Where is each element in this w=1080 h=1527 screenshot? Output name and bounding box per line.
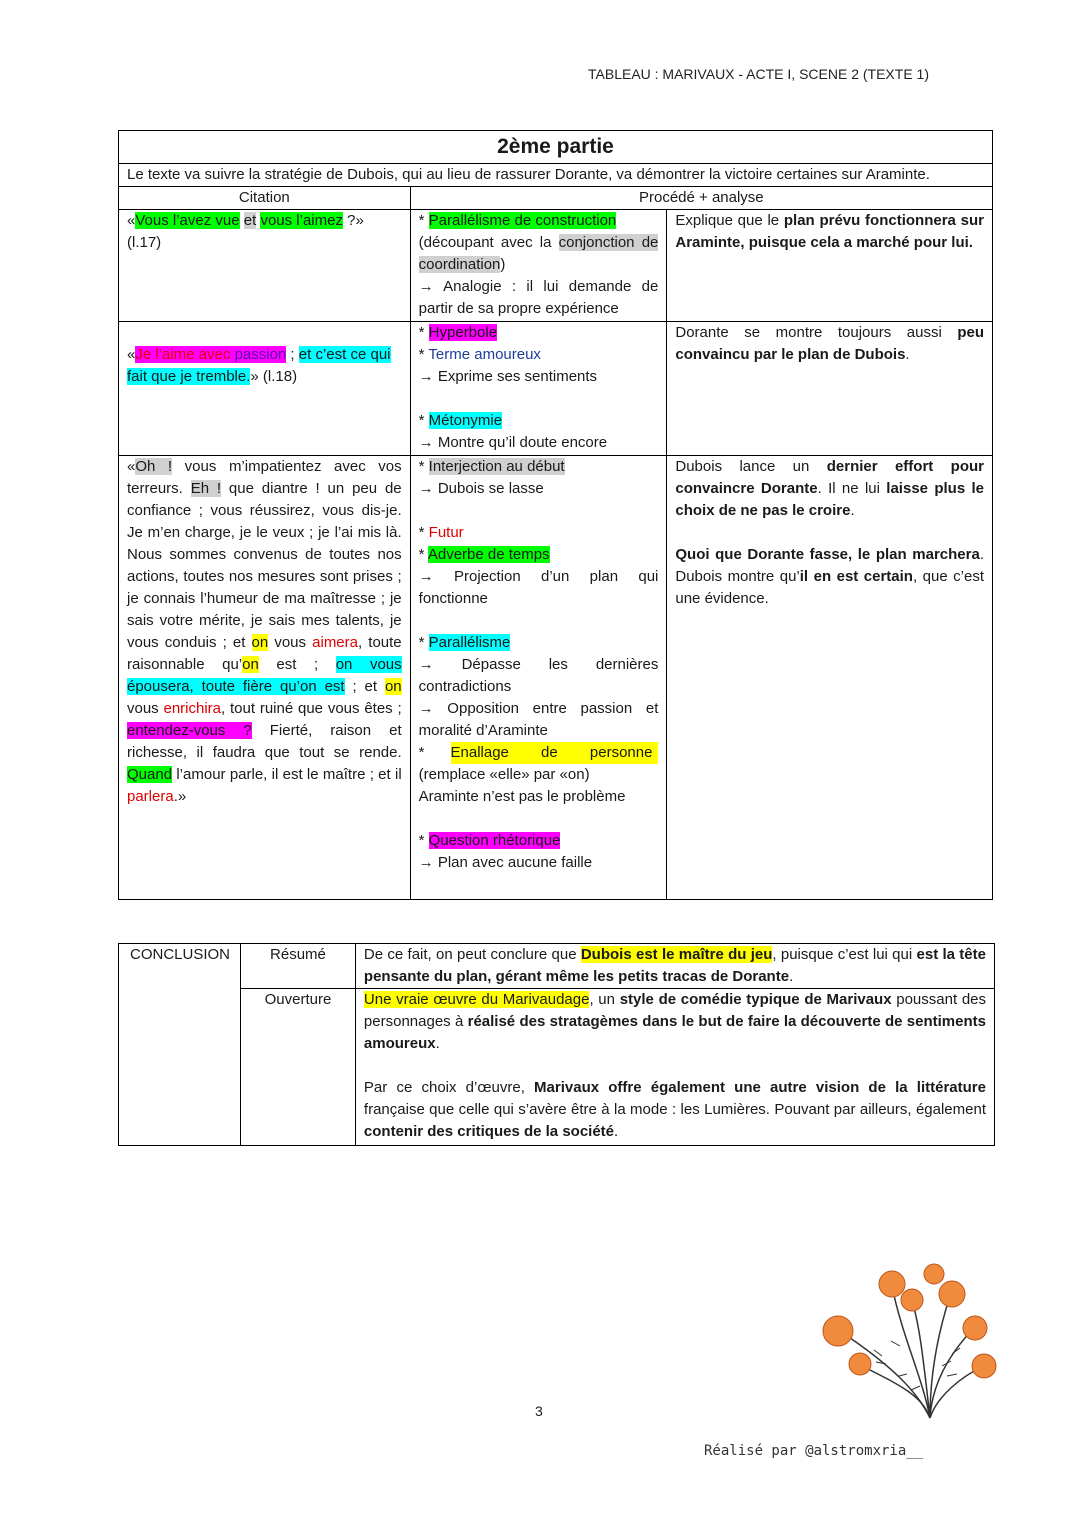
text: → Opposition entre passion et moralité d’Araminte — [418, 700, 659, 739]
highlight-magenta: Je l’aime avec — [135, 346, 235, 363]
highlight-grey: Oh ! — [135, 458, 173, 475]
text: Fierté, raison et richesse, il faudra que tout se rende. — [127, 722, 402, 761]
highlight-magenta: passion — [234, 346, 287, 363]
text: française que celle qui s’avère être à la mode : les Lumières. Pouvant par ailleurs, également — [363, 1101, 986, 1118]
text: → Montre qu’il doute encore — [418, 434, 608, 451]
highlight-green: Parallélisme de construction — [428, 212, 617, 229]
bullet-star: * — [418, 634, 429, 651]
procede-1 — [410, 210, 667, 322]
highlight-yellow: Une vraie œuvre du Marivaudage — [363, 991, 590, 1008]
author-credit: Réalisé par @alstromxria__ — [704, 1443, 924, 1459]
highlight-grey: conjonction de coordination — [418, 234, 659, 273]
text: (découpant avec la — [418, 234, 559, 251]
citation-1 — [119, 210, 411, 322]
highlight-green: vous l’aimez — [260, 212, 343, 229]
procede-2 — [410, 322, 667, 456]
text: , tout ruiné que vous êtes ; — [221, 700, 402, 717]
text: → Analogie : il lui demande de partir de sa propre expérience — [418, 278, 659, 317]
text: . — [789, 968, 794, 985]
bullet-star: * — [418, 324, 429, 341]
bold-text: peu convaincu par le plan de Dubois — [675, 324, 984, 363]
text: , que c’est une évidence. — [675, 568, 984, 607]
text: ) — [500, 256, 506, 273]
highlight-magenta: Hyperbole — [428, 324, 498, 341]
resume-label: Résumé — [240, 944, 355, 989]
highlight-cyan: Métonymie — [428, 412, 503, 429]
text: De ce fait, on peut conclure que — [363, 946, 581, 963]
citation-2 — [119, 322, 411, 456]
text: , toute raisonnable qu’ — [127, 634, 402, 673]
text: que diantre ! un peu de confiance ; vous réussirez, vous dis-je. Je m’en charge, je le veux ; je l’ai mis là. Nous sommes convenus de toutes nos actions, toutes nos mesures sont prises ; je connais l’humeur de ma maîtresse ; je sais votre mérite, je sais mes talents, je vous conduis ; et — [127, 480, 402, 651]
highlight-cyan: et c’est ce qui fait que je tremble. — [127, 346, 391, 385]
highlight-green: Adverbe de temps — [427, 546, 550, 563]
conclusion-table — [118, 943, 995, 1146]
text: ; — [286, 346, 299, 363]
red-text: aimera — [312, 634, 358, 651]
procede-3 — [410, 456, 667, 900]
text: Araminte n’est pas le problème — [418, 788, 626, 805]
text: → Projection d’un plan qui fonctionne — [418, 568, 659, 607]
bold-text: réalisé des stratagèmes dans le but de faire la découverte de sentiments amoureux — [363, 1013, 986, 1052]
bold-text: est la tête pensante du plan, gérant même les petits tracas de Dorante — [363, 946, 986, 985]
text: . — [435, 1035, 440, 1052]
ouverture-text — [355, 989, 994, 1146]
text: Dorante se montre toujours aussi — [675, 324, 958, 341]
highlight-yellow: on — [251, 634, 269, 651]
citation-3 — [119, 456, 411, 900]
highlight-yellow: on — [242, 656, 259, 673]
highlight-yellow: Enallage de personne — [451, 742, 659, 764]
bullet-star: * — [418, 524, 429, 541]
analyse-1 — [667, 210, 993, 322]
highlight-grey: Eh ! — [190, 480, 222, 497]
text: , un — [589, 991, 620, 1008]
highlight-green: Quand — [127, 766, 173, 783]
column-header-procede: Procédé + analyse — [410, 187, 992, 210]
text: Dubois lance un — [675, 458, 827, 475]
analyse-2 — [667, 322, 993, 456]
ouverture-label: Ouverture — [240, 989, 355, 1146]
bold-text: Marivaux offre également une autre vision de la littérature — [534, 1079, 986, 1096]
blue-text: Terme amoureux — [428, 346, 541, 363]
bold-text: contenir des critiques de la société — [363, 1123, 615, 1140]
bold-text: il en est certain — [799, 568, 913, 585]
resume-text — [355, 944, 994, 989]
text: → Plan avec aucune faille — [418, 854, 593, 871]
intro-text: Le texte va suivre la stratégie de Dubois, qui au lieu de rassurer Dorante, va démontrer la victoire certaines sur Araminte. — [119, 164, 993, 187]
text: » (l.18) — [250, 368, 298, 385]
text: Explique que le — [675, 212, 784, 229]
text: est ; — [258, 656, 336, 673]
text: ; et — [344, 678, 385, 695]
highlight-cyan: on vous épousera, toute fière qu’on est — [127, 656, 402, 695]
highlight-yellow: on — [384, 678, 402, 695]
text: vous — [127, 700, 164, 717]
highlight-magenta: entendez-vous ? — [127, 722, 252, 739]
highlight-yellow: Dubois est le maître du jeu — [580, 946, 773, 963]
text: → Dubois se lasse — [418, 480, 544, 497]
conclusion-label: CONCLUSION — [119, 944, 241, 1146]
text: (remplace «elle» par «on) — [418, 766, 590, 783]
analyse-3 — [667, 456, 993, 900]
text: , puisque c’est lui qui — [772, 946, 917, 963]
bullet-star: * — [418, 744, 425, 761]
bullet-star: * — [418, 546, 428, 563]
section-title: 2ème partie — [119, 131, 993, 164]
text: . — [614, 1123, 619, 1140]
text: vous — [268, 634, 313, 651]
red-text: Futur — [428, 524, 464, 541]
text: . Dubois montre qu’ — [675, 546, 984, 585]
bold-text: dernier effort pour convaincre Dorante — [675, 458, 984, 497]
bold-text: Quoi que Dorante fasse, le plan marchera — [675, 546, 980, 563]
text: . — [850, 502, 855, 519]
bold-text: style de comédie typique de Marivaux — [619, 991, 892, 1008]
text: vous m’impatientez avec vos terreurs. — [127, 458, 402, 497]
bullet-star: * — [418, 458, 429, 475]
highlight-magenta: Question rhétorique — [428, 832, 561, 849]
highlight-green: Vous l’avez vue — [135, 212, 240, 229]
red-text: enrichira — [163, 700, 222, 717]
highlight-cyan: Parallélisme — [428, 634, 511, 651]
bullet-star: * — [418, 212, 429, 229]
page-number: 3 — [535, 1403, 543, 1419]
quote-mark: « — [127, 212, 136, 229]
highlight-grey: Interjection au début — [428, 458, 565, 475]
page-header: TABLEAU : MARIVAUX - ACTE I, SCENE 2 (TEXTE 1) — [588, 66, 929, 82]
text: → Exprime ses sentiments — [418, 368, 598, 385]
text: ?» — [342, 212, 364, 229]
text: . — [905, 346, 910, 363]
highlight-grey: et — [243, 212, 257, 229]
quote-mark: « — [127, 346, 136, 363]
bold-text: plan prévu fonctionnera sur Araminte, puisque cela a marché pour lui. — [675, 212, 984, 251]
text: Par ce choix d’œuvre, — [363, 1079, 535, 1096]
line-reference: (l.17) — [127, 234, 162, 251]
bullet-star: * — [418, 412, 429, 429]
text: poussant des personnages à — [363, 991, 987, 1030]
text: → Dépasse les dernières contradictions — [418, 656, 659, 695]
bold-text: laisse plus le choix de ne pas le croire — [675, 480, 985, 519]
column-header-citation: Citation — [119, 187, 411, 210]
text: .» — [173, 788, 187, 805]
bullet-star: * — [418, 346, 429, 363]
text: « — [127, 458, 136, 475]
red-text: parlera — [127, 788, 174, 805]
text: . Il ne lui — [817, 480, 887, 497]
text: l’amour parle, il est le maître ; et il — [172, 766, 402, 783]
analysis-table — [118, 130, 993, 900]
bullet-star: * — [418, 832, 429, 849]
poppy-flowers — [823, 1264, 996, 1378]
flower-illustration — [812, 1256, 1002, 1424]
